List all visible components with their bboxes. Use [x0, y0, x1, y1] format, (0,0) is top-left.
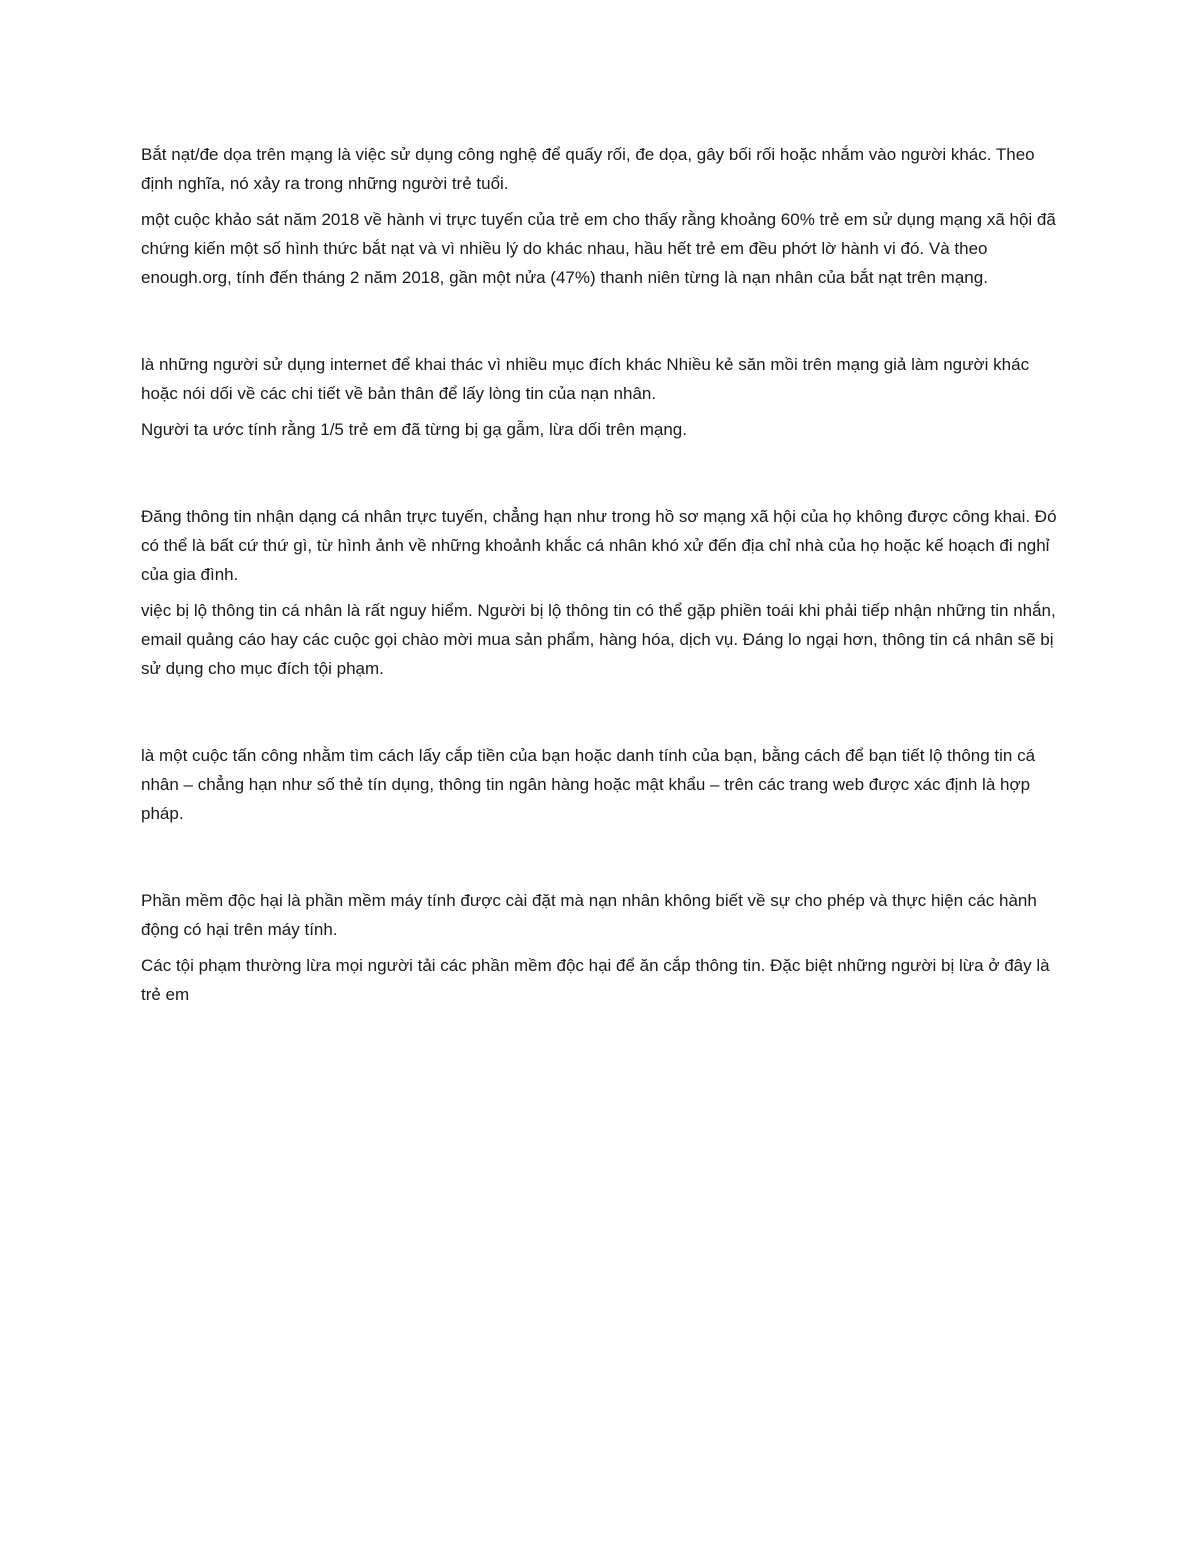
paragraph-cyberbullying-definition: Bắt nạt/đe dọa trên mạng là việc sử dụng công nghệ để quấy rối, đe dọa, gây bối rối hoặc nhắm vào người khác. Theo định nghĩa, nó xảy ra trong những người trẻ tuổi. — [141, 145, 1035, 193]
paragraph-personal-info-posting: Đăng thông tin nhận dạng cá nhân trực tuyến, chẳng hạn như trong hồ sơ mạng xã hội của họ không được công khai. Đó có thể là bất cứ thứ gì, từ hình ảnh về những khoảnh khắc cá nhân khó xử đến địa chỉ nhà của họ hoặc kế hoạch đi nghỉ của gia đình. — [141, 507, 1057, 584]
paragraph-predator-statistic: Người ta ước tính rằng 1/5 trẻ em đã từng bị gạ gẫm, lừa dối trên mạng. — [141, 420, 687, 439]
paragraph-phishing: là một cuộc tấn công nhằm tìm cách lấy cắp tiền của bạn hoặc danh tính của bạn, bằng cách để bạn tiết lộ thông tin cá nhân – chẳng hạn như số thẻ tín dụng, thông tin ngân hàng hoặc mật khẩu – trên các trang web được xác định là hợp pháp. — [141, 746, 1036, 823]
paragraph-malware-definition: Phần mềm độc hại là phần mềm máy tính được cài đặt mà nạn nhân không biết về sự cho phép và thực hiện các hành động có hại trên máy tính. — [141, 891, 1037, 939]
document-body — [141, 140, 1063, 1009]
paragraph-info-exposure-danger: việc bị lộ thông tin cá nhân là rất nguy hiểm. Người bị lộ thông tin có thể gặp phiền toái khi phải tiếp nhận những tin nhắn, email quảng cáo hay các cuộc gọi chào mời mua sản phẩm, hàng hóa, dịch vụ. Đáng lo ngại hơn, thông tin cá nhân sẽ bị sử dụng cho mục đích tội phạm. — [141, 601, 1056, 678]
paragraph-cyberbullying-survey: một cuộc khảo sát năm 2018 về hành vi trực tuyến của trẻ em cho thấy rằng khoảng 60% trẻ em sử dụng mạng xã hội đã chứng kiến một số hình thức bắt nạt và vì nhiều lý do khác nhau, hầu hết trẻ em đều phớt lờ hành vi đó. Và theo enough.org, tính đến tháng 2 năm 2018, gần một nửa (47%) thanh niên từng là nạn nhân của bắt nạt trên mạng. — [141, 210, 1056, 287]
paragraph-online-predators: là những người sử dụng internet để khai thác vì nhiều mục đích khác Nhiều kẻ săn mồi trên mạng giả làm người khác hoặc nói dối về các chi tiết về bản thân để lấy lòng tin của nạn nhân. — [141, 355, 1030, 403]
paragraph-malware-children: Các tội phạm thường lừa mọi người tải các phần mềm độc hại để ăn cắp thông tin. Đặc biệt những người bị lừa ở đây là trẻ em — [141, 956, 1050, 1004]
